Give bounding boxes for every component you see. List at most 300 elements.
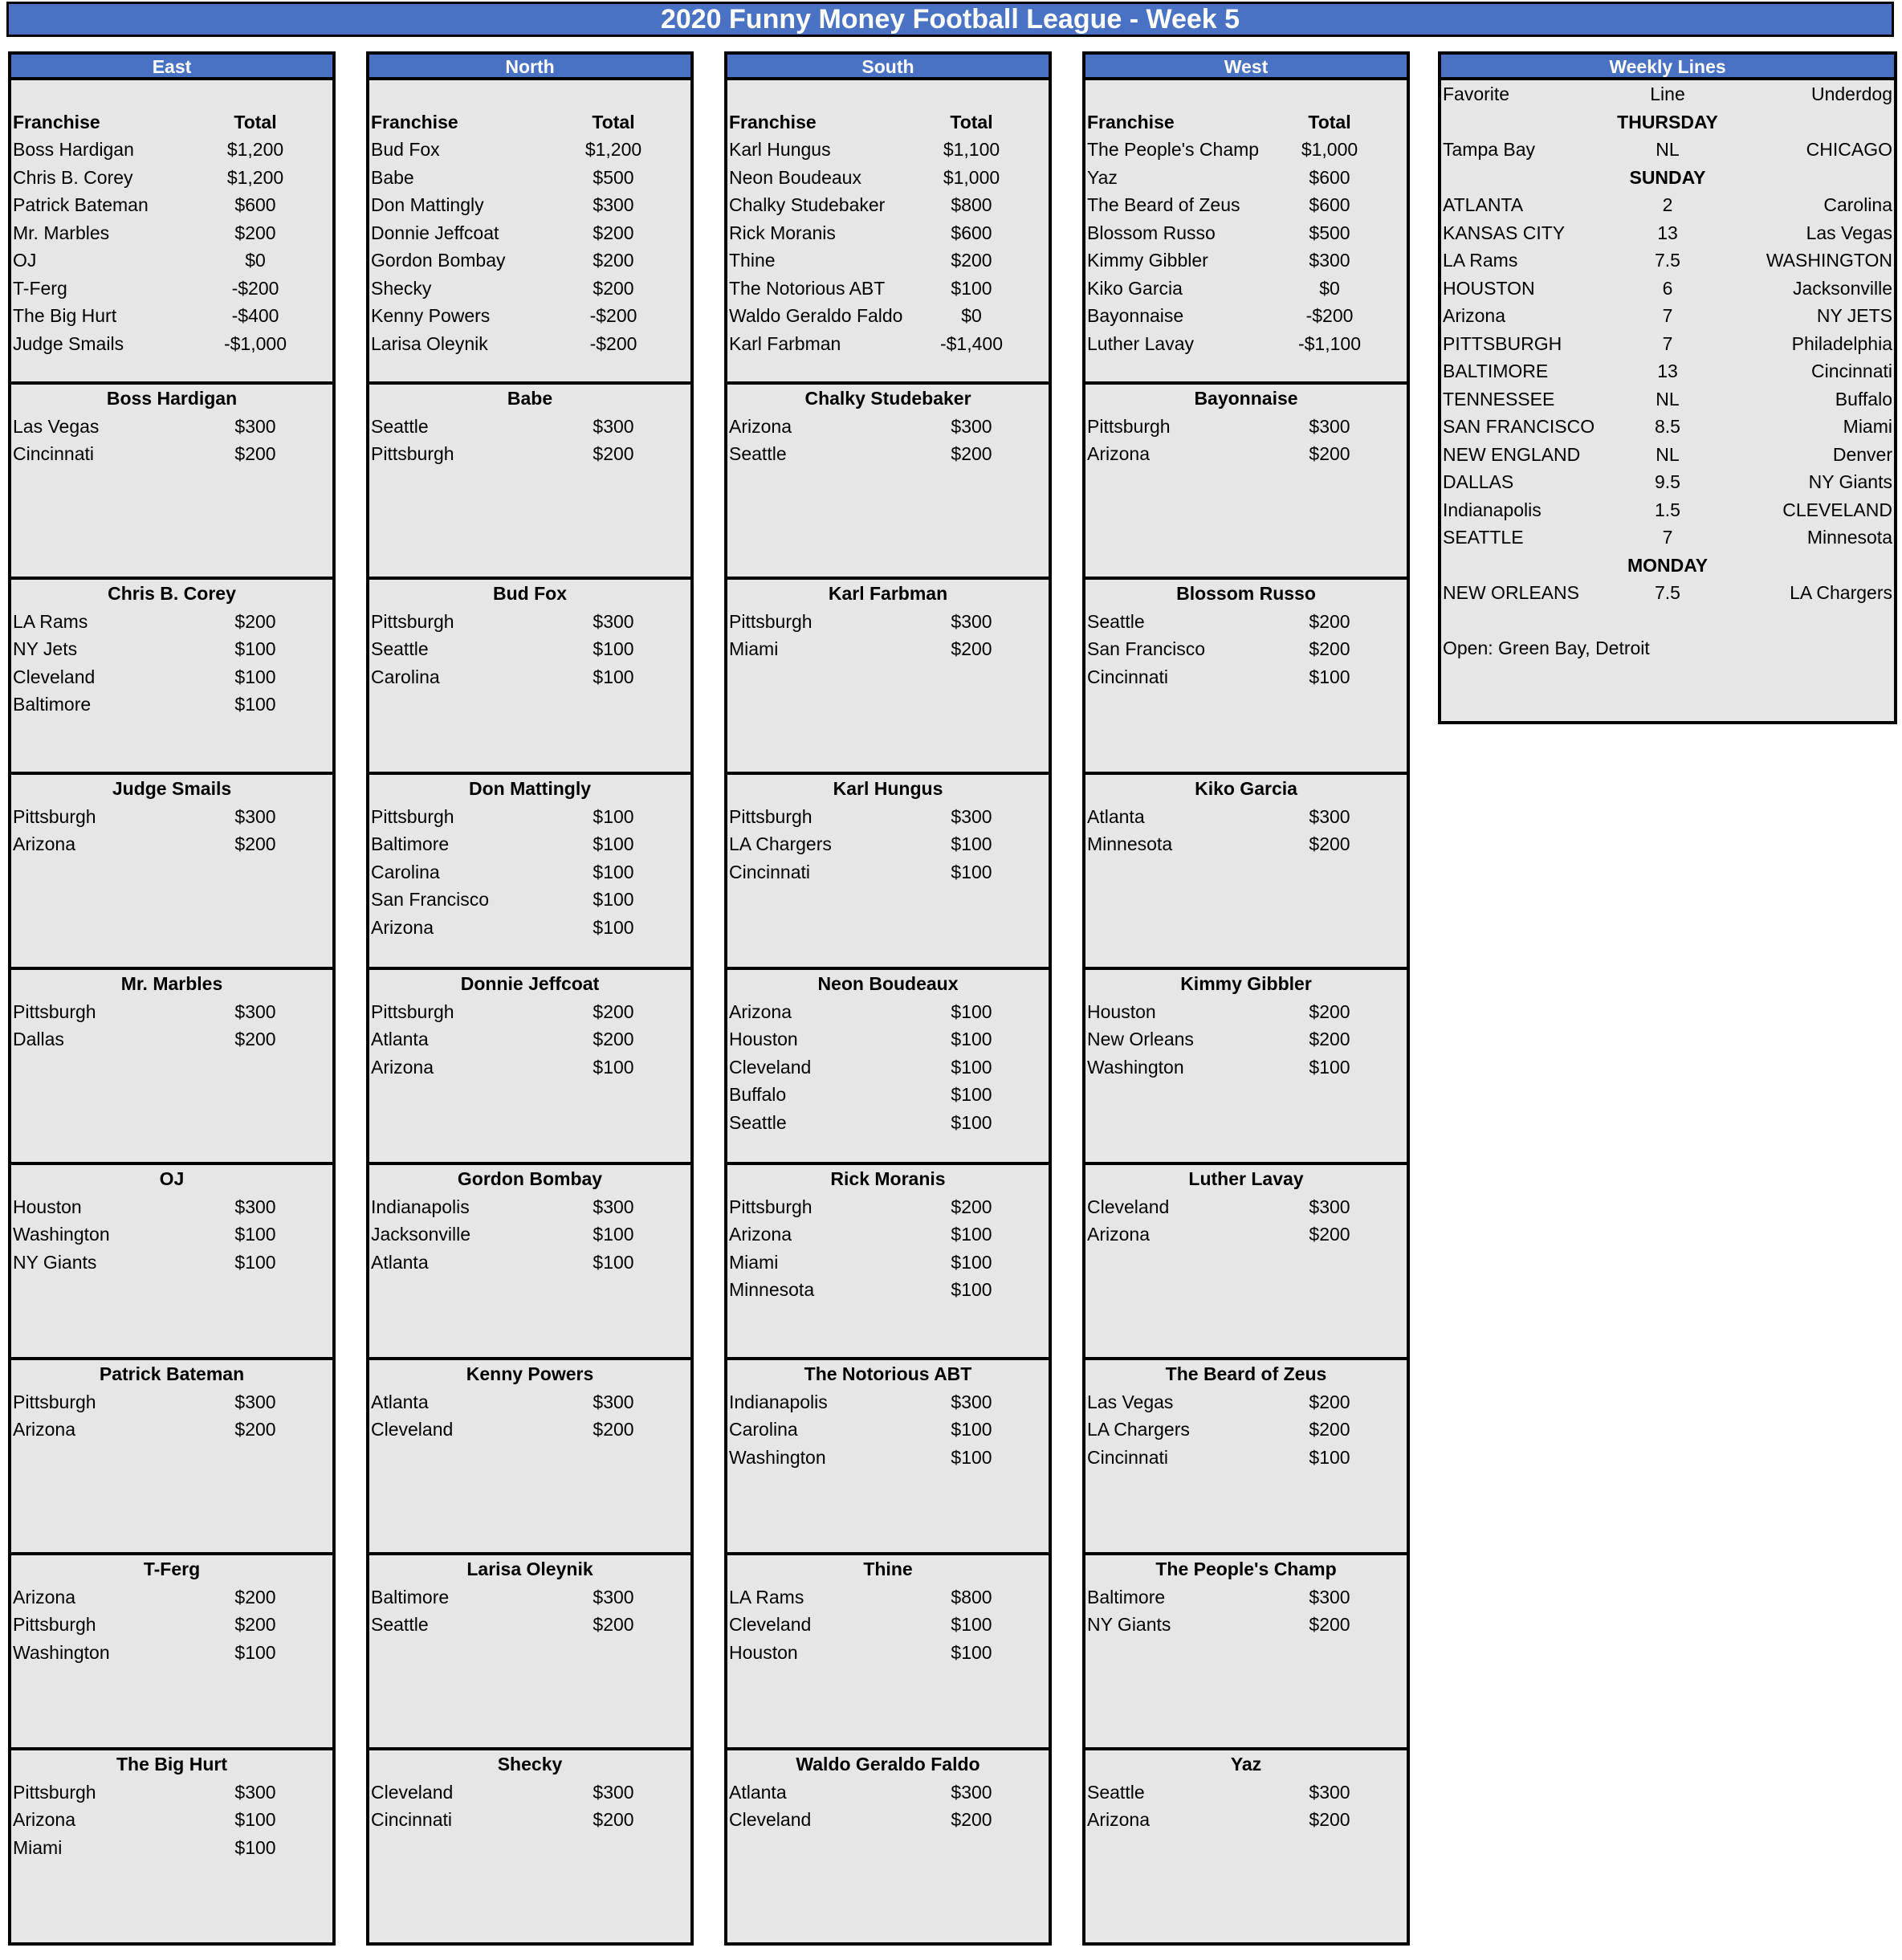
point-line: NL <box>1656 388 1680 410</box>
standings-row <box>11 219 332 247</box>
pick-row <box>11 1639 332 1667</box>
day-label: THURSDAY <box>1617 111 1718 132</box>
franchise-total: $600 <box>234 194 276 215</box>
pick-team: Washington <box>13 1641 110 1663</box>
pick-team: Arizona <box>13 1419 75 1440</box>
pick-team: Houston <box>729 1029 798 1049</box>
franchise-total: $200 <box>593 222 634 243</box>
standings-row <box>727 275 1049 303</box>
pick-team: NY Giants <box>1087 1614 1171 1635</box>
pick-amount: $100 <box>951 1251 992 1273</box>
pick-amount: $200 <box>1309 443 1350 464</box>
team-name: T-Ferg <box>143 1559 201 1579</box>
standings-row <box>727 219 1049 247</box>
pick-row <box>1085 1220 1407 1249</box>
team-picks-panel <box>366 577 694 775</box>
pick-amount: $200 <box>234 610 276 632</box>
franchise-total: $300 <box>593 194 634 215</box>
pick-row <box>11 803 332 831</box>
pick-row <box>11 998 332 1026</box>
pick-row <box>1085 1416 1407 1444</box>
open-teams-note: Open: Green Bay, Detroit <box>1443 638 1650 658</box>
pick-row <box>11 1388 332 1416</box>
pick-team: Cincinnati <box>729 861 810 882</box>
team-name: The Beard of Zeus <box>1165 1363 1327 1384</box>
team-name: Gordon Bombay <box>457 1168 603 1189</box>
team-name: Yaz <box>1230 1754 1262 1775</box>
standings-table <box>366 77 694 385</box>
pick-team: Pittsburgh <box>371 443 454 464</box>
pick-amount: $100 <box>951 1084 992 1105</box>
underdog-team: Las Vegas <box>1806 222 1892 243</box>
pick-row <box>369 1193 690 1221</box>
pick-amount: $200 <box>593 1614 634 1635</box>
pick-team: Washington <box>13 1224 110 1245</box>
pick-amount: $100 <box>234 1836 276 1858</box>
pick-amount: $300 <box>951 1781 992 1803</box>
pick-amount: $200 <box>1309 610 1350 632</box>
pick-row <box>369 1806 690 1834</box>
pick-team: Atlanta <box>729 1781 787 1803</box>
standings-row <box>11 136 332 164</box>
game-row <box>1441 247 1894 275</box>
franchise-header: Franchise <box>729 111 817 132</box>
weekly-lines-header: Weekly Lines <box>1438 51 1897 80</box>
pick-row <box>369 1053 690 1082</box>
pick-row <box>369 635 690 663</box>
franchise-name: Chris B. Corey <box>13 166 133 188</box>
pick-amount: $300 <box>234 1781 276 1803</box>
pick-row <box>11 1834 332 1862</box>
spacer <box>1441 607 1894 635</box>
pick-team: Jacksonville <box>371 1224 470 1245</box>
pick-row <box>727 1081 1049 1109</box>
team-name: Donnie Jeffcoat <box>460 973 600 994</box>
team-picks-panel <box>1082 967 1410 1165</box>
pick-amount: $100 <box>1309 1446 1350 1468</box>
team-name: Mr. Marbles <box>120 973 223 994</box>
pick-amount: $300 <box>951 415 992 437</box>
pick-team: Carolina <box>371 666 440 687</box>
point-line: 1.5 <box>1655 499 1680 520</box>
team-name: Kimmy Gibbler <box>1180 973 1312 994</box>
pick-team: Miami <box>729 1251 779 1273</box>
pick-row <box>369 1611 690 1639</box>
pick-team: Pittsburgh <box>371 1000 454 1022</box>
pick-team: Cincinnati <box>1087 1446 1168 1468</box>
underdog-team: CHICAGO <box>1806 139 1892 160</box>
pick-row <box>11 1583 332 1612</box>
standings-row <box>369 136 690 164</box>
day-label: MONDAY <box>1627 554 1709 576</box>
franchise-total: $1,100 <box>943 139 1000 160</box>
pick-row <box>727 1053 1049 1082</box>
team-name: The Big Hurt <box>116 1754 227 1775</box>
standings-row <box>727 164 1049 192</box>
point-line: 7 <box>1662 527 1673 548</box>
pick-row <box>369 998 690 1026</box>
pick-amount: $300 <box>593 1196 634 1217</box>
franchise-header: Franchise <box>1087 111 1175 132</box>
franchise-name: Donnie Jeffcoat <box>371 222 499 243</box>
pick-amount: $200 <box>234 443 276 464</box>
standings-row <box>11 302 332 330</box>
pick-amount: $200 <box>593 1029 634 1049</box>
standings-row <box>11 330 332 358</box>
game-row <box>1441 579 1894 607</box>
pick-row <box>369 1025 690 1053</box>
pick-row <box>727 1611 1049 1639</box>
team-picks-panel <box>724 967 1052 1165</box>
pick-team: LA Chargers <box>729 833 832 854</box>
pick-row <box>1085 1611 1407 1639</box>
pick-team: Atlanta <box>371 1251 429 1273</box>
standings-row <box>11 275 332 303</box>
pick-amount: $200 <box>951 1809 992 1830</box>
team-picks-panel <box>8 772 336 970</box>
pick-team: Arizona <box>13 1586 75 1608</box>
pick-team: Pittsburgh <box>729 805 813 827</box>
pick-team: Carolina <box>371 861 440 882</box>
franchise-name: Kiko Garcia <box>1087 277 1183 299</box>
franchise-total: -$200 <box>231 277 279 299</box>
pick-team: Minnesota <box>729 1279 815 1300</box>
underdog-team: Philadelphia <box>1791 332 1892 354</box>
pick-team: Washington <box>1087 1056 1184 1078</box>
franchise-name: Kimmy Gibbler <box>1087 250 1208 271</box>
pick-amount: $100 <box>593 638 634 659</box>
pick-row <box>11 1779 332 1807</box>
pick-amount: $300 <box>951 610 992 632</box>
pick-row <box>1085 1193 1407 1221</box>
pick-row <box>11 1249 332 1277</box>
standings-header-row <box>1085 108 1407 137</box>
standings-row <box>369 164 690 192</box>
pick-amount: $100 <box>234 1809 276 1830</box>
page-title: 2020 Funny Money Football League - Week 5 <box>6 2 1894 37</box>
pick-amount: $100 <box>593 805 634 827</box>
franchise-name: Gordon Bombay <box>371 250 506 271</box>
pick-row <box>11 635 332 663</box>
favorite-team: HOUSTON <box>1443 277 1535 299</box>
pick-team: Cincinnati <box>371 1809 452 1830</box>
pick-team: Cleveland <box>1087 1196 1170 1217</box>
standings-row <box>369 191 690 219</box>
team-name: Luther Lavay <box>1188 1168 1304 1189</box>
pick-row <box>369 1583 690 1612</box>
team-picks-panel <box>366 1162 694 1360</box>
pick-amount: $100 <box>593 861 634 882</box>
pick-amount: $300 <box>234 415 276 437</box>
franchise-total: $0 <box>961 305 982 326</box>
pick-team: Seattle <box>729 1111 787 1133</box>
pick-team: Arizona <box>13 833 75 854</box>
underdog-team: Cincinnati <box>1811 361 1892 381</box>
team-name: Neon Boudeaux <box>817 973 959 994</box>
team-name: Shecky <box>497 1754 563 1775</box>
pick-team: Cincinnati <box>13 443 94 464</box>
team-picks-panel <box>724 1162 1052 1360</box>
pick-row <box>369 1779 690 1807</box>
franchise-total: $500 <box>1309 222 1350 243</box>
favorite-team: NEW ORLEANS <box>1443 582 1579 603</box>
pick-row <box>11 1416 332 1444</box>
total-header: Total <box>234 111 277 132</box>
total-header: Total <box>1308 111 1351 132</box>
pick-team: Pittsburgh <box>13 1391 96 1412</box>
franchise-name: Yaz <box>1087 166 1118 188</box>
game-row <box>1441 357 1894 385</box>
pick-row <box>11 1220 332 1249</box>
pick-row <box>1085 1444 1407 1472</box>
franchise-total: $1,200 <box>226 166 284 188</box>
franchise-name: Chalky Studebaker <box>729 194 886 215</box>
pick-row <box>1085 440 1407 468</box>
standings-row <box>369 247 690 275</box>
franchise-total: -$200 <box>589 305 637 326</box>
team-name: Kenny Powers <box>466 1363 594 1384</box>
pick-row <box>11 663 332 691</box>
division-column <box>1082 51 1410 1946</box>
spacer <box>11 80 332 108</box>
franchise-name: OJ <box>13 250 37 271</box>
team-picks-panel <box>724 1747 1052 1946</box>
underdog-team: Miami <box>1843 416 1892 437</box>
pick-team: San Francisco <box>371 889 490 910</box>
standings-row <box>1085 302 1407 330</box>
favorite-header: Favorite <box>1443 84 1510 104</box>
spacer <box>369 80 690 108</box>
pick-team: Washington <box>729 1446 826 1468</box>
pick-team: Cleveland <box>729 1809 812 1830</box>
franchise-total: -$400 <box>231 305 279 326</box>
pick-team: Pittsburgh <box>729 1196 813 1217</box>
pick-team: Miami <box>729 638 779 659</box>
pick-row <box>369 1249 690 1277</box>
pick-amount: $200 <box>234 1029 276 1049</box>
pick-amount: $200 <box>234 1586 276 1608</box>
game-row <box>1441 302 1894 330</box>
point-line: 7.5 <box>1655 250 1680 271</box>
franchise-name: Kenny Powers <box>371 305 491 326</box>
pick-amount: $100 <box>593 1251 634 1273</box>
pick-team: NY Jets <box>13 638 78 659</box>
franchise-total: $100 <box>951 277 992 299</box>
franchise-name: Blossom Russo <box>1087 222 1216 243</box>
pick-amount: $200 <box>593 443 634 464</box>
pick-row <box>1085 635 1407 663</box>
favorite-team: Arizona <box>1443 305 1505 326</box>
point-line: 7.5 <box>1655 582 1680 603</box>
pick-amount: $100 <box>1309 666 1350 687</box>
pick-row <box>727 1583 1049 1612</box>
team-name: The People's Champ <box>1155 1559 1337 1579</box>
pick-team: Arizona <box>371 1056 434 1078</box>
franchise-name: Judge Smails <box>13 332 124 354</box>
pick-team: Arizona <box>1087 443 1150 464</box>
pick-team: Seattle <box>371 415 429 437</box>
franchise-total: -$1,100 <box>1297 332 1361 354</box>
pick-team: Arizona <box>729 415 792 437</box>
underdog-team: Buffalo <box>1835 388 1892 410</box>
day-label: SUNDAY <box>1629 166 1706 188</box>
pick-amount: $200 <box>1309 833 1350 854</box>
pick-team: Atlanta <box>1087 805 1145 827</box>
pick-amount: $300 <box>593 1586 634 1608</box>
pick-row <box>1085 608 1407 636</box>
pick-amount: $200 <box>1309 638 1350 659</box>
pick-team: Carolina <box>729 1419 798 1440</box>
standings-row <box>1085 191 1407 219</box>
standings-row <box>1085 275 1407 303</box>
pick-row <box>369 608 690 636</box>
game-row <box>1441 413 1894 441</box>
pick-amount: $100 <box>1309 1056 1350 1078</box>
pick-row <box>727 440 1049 468</box>
pick-team: Baltimore <box>371 833 450 854</box>
pick-amount: $300 <box>593 1781 634 1803</box>
franchise-total: $200 <box>234 222 276 243</box>
pick-amount: $100 <box>593 889 634 910</box>
pick-row <box>11 608 332 636</box>
pick-team: Pittsburgh <box>371 610 454 632</box>
standings-header-row <box>727 108 1049 137</box>
weekly-lines-section <box>1438 51 1897 724</box>
pick-amount: $300 <box>1309 415 1350 437</box>
standings-row <box>369 302 690 330</box>
pick-row <box>369 803 690 831</box>
pick-team: San Francisco <box>1087 638 1206 659</box>
franchise-total: $800 <box>951 194 992 215</box>
pick-amount: $100 <box>593 833 634 854</box>
team-picks-panel <box>366 1357 694 1555</box>
pick-row <box>1085 998 1407 1026</box>
pick-amount: $200 <box>1309 1224 1350 1245</box>
pick-amount: $200 <box>234 1419 276 1440</box>
pick-team: Arizona <box>1087 1224 1150 1245</box>
point-line: NL <box>1656 139 1680 160</box>
point-line: 13 <box>1657 361 1678 381</box>
team-picks-panel <box>724 1357 1052 1555</box>
division-column <box>366 51 694 1946</box>
pick-team: Las Vegas <box>13 415 100 437</box>
pick-row <box>727 1388 1049 1416</box>
team-name: Larisa Oleynik <box>466 1559 593 1579</box>
pick-team: Pittsburgh <box>13 805 96 827</box>
franchise-name: The Notorious ABT <box>729 277 886 299</box>
division-column <box>8 51 336 1946</box>
pick-team: Arizona <box>371 916 434 938</box>
standings-row <box>1085 219 1407 247</box>
pick-amount: $300 <box>234 1391 276 1412</box>
pick-amount: $300 <box>234 805 276 827</box>
pick-row <box>369 663 690 691</box>
pick-row <box>727 1779 1049 1807</box>
game-row <box>1441 496 1894 524</box>
pick-amount: $100 <box>951 1224 992 1245</box>
pick-row <box>1085 803 1407 831</box>
point-line: 7 <box>1662 332 1673 354</box>
pick-row <box>369 1220 690 1249</box>
game-row <box>1441 441 1894 469</box>
franchise-name: Rick Moranis <box>729 222 836 243</box>
division-header: East <box>8 51 336 80</box>
pick-row <box>11 1193 332 1221</box>
division-header: North <box>366 51 694 80</box>
pick-team: Arizona <box>13 1809 75 1830</box>
franchise-total: $0 <box>245 250 266 271</box>
franchise-name: Boss Hardigan <box>13 139 134 160</box>
pick-amount: $100 <box>951 1056 992 1078</box>
team-picks-panel <box>8 577 336 775</box>
pick-amount: $300 <box>1309 1781 1350 1803</box>
franchise-total: $500 <box>593 166 634 188</box>
game-row <box>1441 385 1894 414</box>
pick-row <box>727 1416 1049 1444</box>
standings-row <box>1085 164 1407 192</box>
pick-row <box>1085 1025 1407 1053</box>
pick-team: Buffalo <box>729 1084 787 1105</box>
team-picks-panel <box>1082 1747 1410 1946</box>
franchise-name: Shecky <box>371 277 432 299</box>
point-line: 9.5 <box>1655 471 1680 492</box>
pick-amount: $200 <box>593 1000 634 1022</box>
team-name: Babe <box>507 388 553 409</box>
weekly-lines-table <box>1438 77 1897 724</box>
franchise-name: T-Ferg <box>13 277 67 299</box>
franchise-name: Karl Farbman <box>729 332 841 354</box>
pick-row <box>369 830 690 858</box>
pick-team: Houston <box>729 1641 798 1663</box>
pick-row <box>727 1639 1049 1667</box>
underdog-team: LA Chargers <box>1790 582 1892 603</box>
game-row <box>1441 191 1894 219</box>
division-column <box>724 51 1052 1946</box>
team-picks-panel <box>724 381 1052 580</box>
pick-amount: $100 <box>593 666 634 687</box>
standings-row <box>1085 330 1407 358</box>
pick-amount: $300 <box>593 610 634 632</box>
pick-amount: $300 <box>234 1196 276 1217</box>
pick-team: Las Vegas <box>1087 1391 1174 1412</box>
underdog-team: Carolina <box>1823 194 1892 215</box>
pick-amount: $100 <box>951 1279 992 1300</box>
pick-amount: $100 <box>951 833 992 854</box>
pick-amount: $300 <box>234 1000 276 1022</box>
team-name: Bayonnaise <box>1194 388 1298 409</box>
franchise-name: Bayonnaise <box>1087 305 1184 326</box>
pick-amount: $100 <box>593 1056 634 1078</box>
team-picks-panel <box>724 1552 1052 1750</box>
pick-amount: $100 <box>951 1446 992 1468</box>
standings-row <box>1085 136 1407 164</box>
pick-team: Houston <box>1087 1000 1156 1022</box>
pick-row <box>727 413 1049 441</box>
pick-row <box>1085 1388 1407 1416</box>
standings-table <box>8 77 336 385</box>
game-row <box>1441 136 1894 164</box>
pick-amount: $300 <box>951 805 992 827</box>
team-name: Waldo Geraldo Faldo <box>796 1754 980 1775</box>
pick-amount: $100 <box>593 916 634 938</box>
favorite-team: SEATTLE <box>1443 527 1524 548</box>
pick-amount: $200 <box>951 638 992 659</box>
team-picks-panel <box>1082 1552 1410 1750</box>
team-picks-panel <box>8 381 336 580</box>
team-name: Chalky Studebaker <box>804 388 971 409</box>
pick-row <box>369 440 690 468</box>
pick-team: Dallas <box>13 1029 64 1049</box>
